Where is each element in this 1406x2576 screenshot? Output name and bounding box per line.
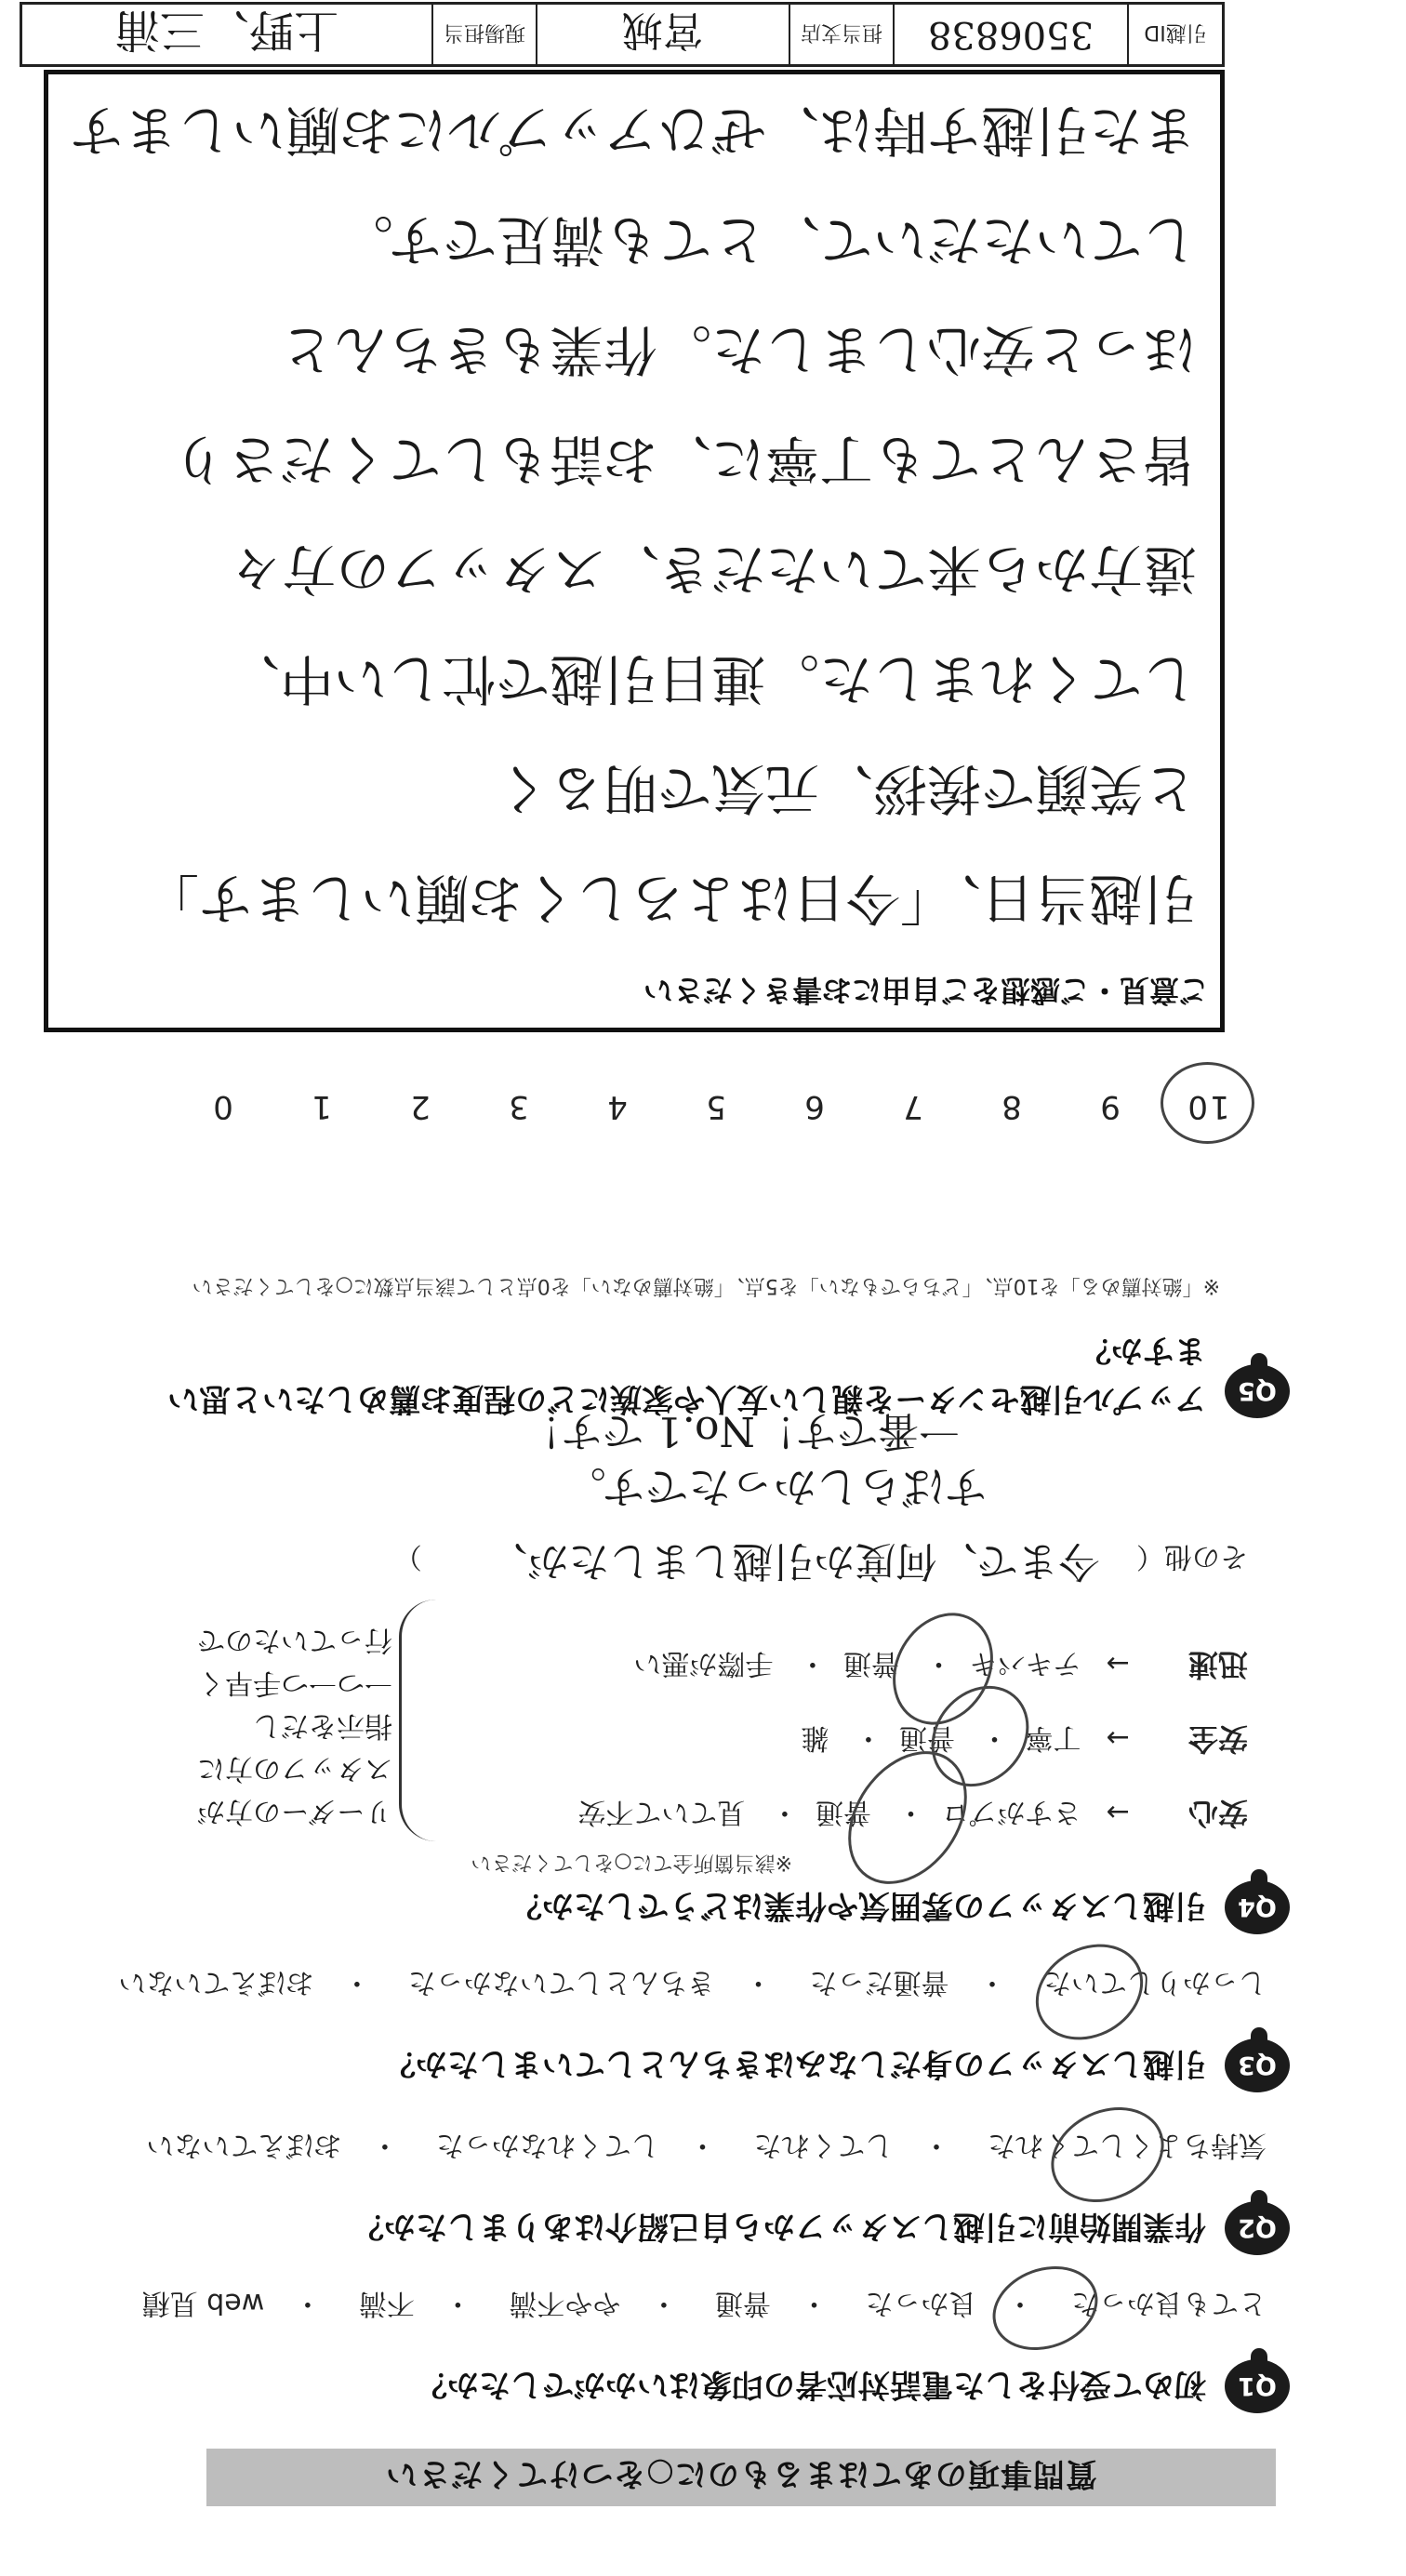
q1-option[interactable]: 不満: [358, 2287, 415, 2319]
q1-question: 初めて受付をした電話対応者の印象はいかがでしたか？: [416, 2366, 1206, 2403]
answer-mark: [1036, 2090, 1180, 2220]
staff-label: 現場担当: [431, 5, 536, 64]
q3-question: 引越しスタッフの身だしなみはきちんとしていましたか？: [384, 2045, 1206, 2082]
answer-mark: [1018, 1925, 1161, 2059]
q4-row-anzen: 安全→ 丁寧・ 普通・ 雑: [801, 1721, 1248, 1757]
q1-option[interactable]: 普通: [714, 2287, 771, 2319]
q1-option[interactable]: 良かった: [865, 2287, 977, 2319]
q4-option[interactable]: 普通: [842, 1647, 899, 1680]
q2-option[interactable]: してくれなかった: [435, 2129, 659, 2161]
q1-options: とても良かった・ 良かった・ 普通・ やや不満・ 不満・ web 見積: [141, 2287, 1267, 2319]
q3-option[interactable]: しっかりしていた: [1043, 1966, 1267, 1998]
staff-value: 上野、三浦: [115, 4, 339, 57]
q4-question: 引越しスタッフの雰囲気や作業はどうでしたか？: [511, 1887, 1206, 1924]
score-option[interactable]: 1: [310, 1088, 332, 1125]
q1-badge: Q1: [1225, 2359, 1290, 2413]
score-option[interactable]: 7: [901, 1088, 923, 1125]
answer-mark: [981, 2252, 1109, 2364]
q4-note: ※該当箇所全てに○をしてください: [471, 1851, 792, 1874]
q3-option[interactable]: きちんとしていなかった: [407, 1966, 715, 1998]
q4-other-handwritten: 今まで、何度か引越しましたが、: [486, 1537, 1100, 1585]
q5-question: アップル引越センターを親しい友人や家族にどの程度お薦めしたいと思いますか？: [167, 1332, 1206, 1417]
q5-handwritten-1: すばらしかったです。: [563, 1462, 988, 1512]
score-option[interactable]: 3: [507, 1088, 529, 1125]
score-option[interactable]: 8: [1000, 1088, 1022, 1125]
q4-option[interactable]: 雑: [801, 1721, 829, 1754]
score-option[interactable]: 9: [1098, 1088, 1121, 1125]
q3-option[interactable]: 普通だった: [809, 1966, 949, 1998]
q2-option[interactable]: してくれた: [753, 2129, 894, 2161]
side-note-brace: [399, 1600, 439, 1841]
q4-row-jinsoku: 迅速→ テキパキ・ 普通・ 手際が悪い: [633, 1647, 1248, 1682]
q5-note: ※「絶対薦める」を10点、「どちらでもない」を5点、「絶対薦めない」を0点として該当点数に○をしてください: [192, 1274, 1220, 1297]
q2-question: 作業開始前に引越しスタッフから自己紹介はありましたか？: [352, 2208, 1206, 2245]
branch-label: 担当支店: [789, 5, 893, 64]
q2-option[interactable]: 気持ちよくしてくれた: [988, 2129, 1267, 2161]
q2-option[interactable]: おぼえていない: [146, 2129, 342, 2161]
score-option[interactable]: 10: [1186, 1088, 1230, 1125]
q4-badge: Q4: [1225, 1880, 1290, 1934]
q4-option[interactable]: 丁寧: [1025, 1721, 1081, 1754]
staff-info-table: [20, 2, 1225, 67]
q3-badge: Q3: [1225, 2038, 1290, 2092]
q4-option[interactable]: さすがプロ: [941, 1796, 1081, 1828]
q3-option[interactable]: おぼえていない: [118, 1966, 314, 1998]
score-option[interactable]: 4: [605, 1088, 628, 1125]
q2-options: 気持ちよくしてくれた・ してくれた・ してくれなかった・ おぼえていない: [146, 2129, 1267, 2161]
q5-badge: Q5: [1225, 1364, 1290, 1418]
q4-option[interactable]: 普通: [815, 1796, 871, 1828]
q4-option[interactable]: テキパキ: [969, 1647, 1081, 1680]
comment-box: [44, 70, 1225, 1032]
comment-text: 引越当日、「今日はよろしくお願いします」 と笑顔で挨拶、元気で明るく してくれました。連日引越で忙しい中、 遠方から来ていただき、スタッフの方々 皆さんとても丁寧に、お話もしてくださり ほっと安心しました。作業もきちんと していただいて、とても満足です。 また引越す時は、ぜひアップルにお願いします: [70, 99, 1197, 930]
survey-header: 質問事項のあてはまるものに○をつけてください: [206, 2449, 1276, 2506]
q5-scale: [173, 1088, 1257, 1125]
q1-option[interactable]: とても良かった: [1071, 2287, 1267, 2319]
answer-mark: [1161, 1062, 1254, 1144]
q1-option[interactable]: web 見積: [141, 2287, 265, 2319]
score-option[interactable]: 0: [211, 1088, 233, 1125]
branch-value: 宮城: [536, 5, 789, 64]
score-option[interactable]: 6: [802, 1088, 825, 1125]
q4-option[interactable]: 見ていて不安: [577, 1796, 746, 1828]
q3-options: しっかりしていた・ 普通だった・ きちんとしていなかった・ おぼえていない: [118, 1966, 1267, 1998]
side-note: リーダーの方が スタッフの方に 指示をだし 一つ一つ手早く 行っていたので: [197, 1624, 392, 1827]
score-option[interactable]: 2: [408, 1088, 431, 1125]
q4-option[interactable]: 普通: [898, 1721, 955, 1754]
id-value: 3506838: [893, 5, 1127, 64]
q4-other: その他（ 今まで、何度か引越しましたが、 ）: [393, 1537, 1248, 1585]
q5-handwritten-2: 一番です！No.1 です！: [520, 1407, 960, 1454]
q1-option[interactable]: やや不満: [509, 2287, 621, 2319]
q4-option[interactable]: 手際が悪い: [633, 1647, 774, 1680]
score-option[interactable]: 5: [704, 1088, 726, 1125]
id-label: 引越ID: [1127, 5, 1222, 64]
q2-badge: Q2: [1225, 2201, 1290, 2255]
q4-row-anshin: 安心→ さすがプロ・ 普通・ 見ていて不安: [577, 1796, 1248, 1831]
comment-title: ご意見・ご感想をご自由にお書きください: [643, 973, 1209, 1008]
